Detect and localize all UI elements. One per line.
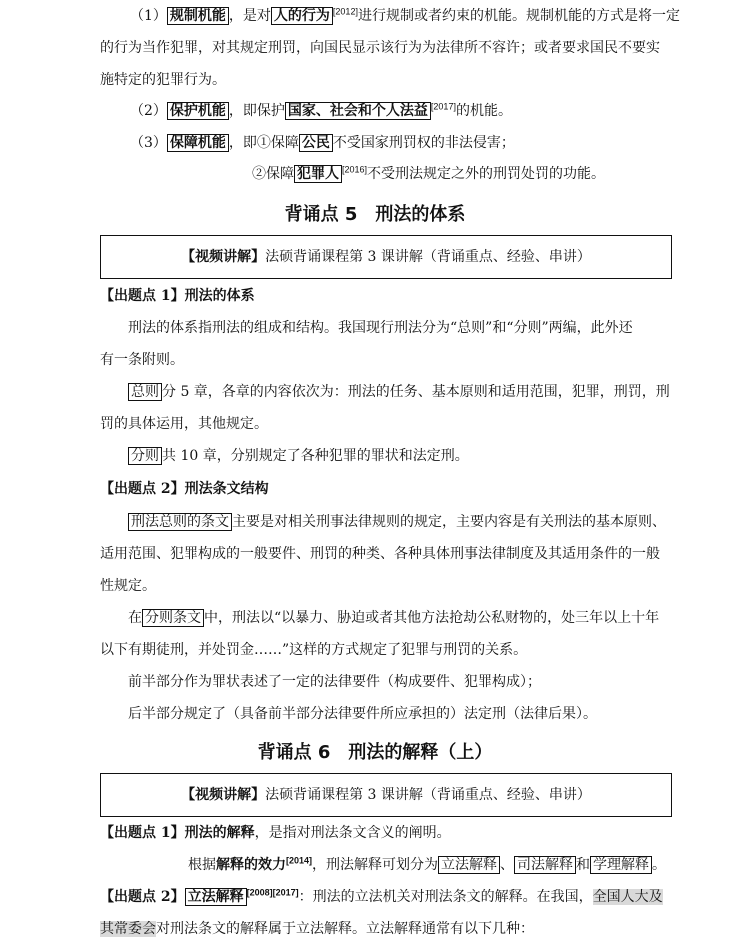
term-citizen: 公民 xyxy=(299,134,333,152)
paragraph-general-part: 总则 分 5 章，各章的内容依次为：刑法的任务、基本原则和适用范围，犯罪，刑罚，刑 xyxy=(128,382,670,402)
term-general-part: 总则 xyxy=(128,383,162,401)
paragraph-line: 有一条附则。 xyxy=(100,352,184,368)
highlight-committee: 其常委会 xyxy=(100,921,156,937)
question-point-2: 【出题点 2】刑法条文结构 xyxy=(100,481,269,497)
term-protection: 保护机能 xyxy=(167,102,229,120)
term-human-behavior: 人的行为 xyxy=(271,7,333,25)
paragraph-line: 刑法的体系指刑法的组成和结构。我国现行刑法分为“总则”和“分则”两编，此外还 xyxy=(128,320,633,336)
paragraph-general-articles: 刑法总则的条文 主要是对相关刑事法律规则的规定，主要内容是有关刑法的基本原则、 xyxy=(128,512,666,532)
paragraph-legislative-2: 其常委会对刑法条文的解释属于立法解释。立法解释通常有以下几种： xyxy=(100,921,534,937)
term-regulation: 规制机能 xyxy=(167,7,229,25)
paragraph-specific-articles: 在 分则条文 中，刑法以“以暴力、胁迫或者其他方法抢劫公私财物的，处三年以上十年 xyxy=(128,610,660,626)
term-judicial-interpretation: 司法解释 xyxy=(514,856,576,874)
term-doctrinal-interpretation: 学理解释 xyxy=(590,856,652,874)
paragraph-line: 适用范围、犯罪构成的一般要件、刑罚的种类、各种具体刑事法律制度及其适用条件的一般 xyxy=(100,546,660,562)
paragraph-regulation: （1） 规制机能 ，是对 人的行为 [2012]进行规制或者约束的机能。规制机能的方式是将一定 xyxy=(130,6,680,24)
term-guarantee: 保障机能 xyxy=(167,134,229,152)
paragraph-protection: （2） 保护机能 ，即保护 国家、社会和个人法益 [2017]的机能。 xyxy=(130,101,512,119)
section-title-6: 背诵点 6 刑法的解释（上） xyxy=(257,742,493,763)
term-legislative: 立法解释 xyxy=(185,888,247,906)
paragraph-line: 罚的具体运用，其他规定。 xyxy=(100,416,268,432)
term-specific-articles: 分则条文 xyxy=(142,609,204,627)
paragraph-legislative: 【出题点 2】 立法解释 [2008][2017]：刑法的立法机关对刑法条文的解释。在我国，全国人大及 xyxy=(100,887,663,905)
term-legislative-interpretation: 立法解释 xyxy=(438,856,500,874)
highlight-npc: 全国人大及 xyxy=(592,889,663,905)
paragraph-interpretation-effect: 根据解释的效力[2014]，刑法解释可划分为 立法解释 、 司法解释 和 学理解释 。 xyxy=(188,855,667,873)
term-specific-part: 分则 xyxy=(128,447,162,465)
question-point-1: 【出题点 1】刑法的体系 xyxy=(100,288,255,304)
paragraph-line: 的行为当作犯罪，对其规定刑罚，向国民显示该行为为法律所不容许；或者要求国民不要实 xyxy=(100,40,660,56)
paragraph-line: 后半部分规定了（具备前半部分法律要件所应承担的）法定刑（法律后果）。 xyxy=(128,706,597,722)
paragraph-guarantee-2: ②保障 犯罪人 [2016]不受刑法规定之外的刑罚处罚的功能。 xyxy=(252,164,606,182)
video-box-1: 【视频讲解】法硕背诵课程第 3 课讲解（背诵重点、经验、串讲） xyxy=(100,235,672,279)
paragraph-line: 前半部分作为罪状表述了一定的法律要件（构成要件、犯罪构成）； xyxy=(128,674,541,690)
section-title-5: 背诵点 5 刑法的体系 xyxy=(284,204,466,225)
paragraph-specific-part: 分则 共 10 章，分别规定了各种犯罪的罪状和法定刑。 xyxy=(128,446,469,466)
video-box-2: 【视频讲解】法硕背诵课程第 3 课讲解（背诵重点、经验、串讲） xyxy=(100,773,672,817)
term-general-articles: 刑法总则的条文 xyxy=(128,513,232,531)
paragraph-line: 以下有期徒刑，并处罚金……”这样的方式规定了犯罪与刑罚的关系。 xyxy=(100,642,528,658)
paragraph-line: 性规定。 xyxy=(100,578,156,594)
question-point-interpretation: 【出题点 1】刑法的解释，是指对刑法条文含义的阐明。 xyxy=(100,825,451,841)
term-legal-interests: 国家、社会和个人法益 xyxy=(285,102,431,120)
paragraph-line: 施特定的犯罪行为。 xyxy=(100,72,226,88)
term-criminal: 犯罪人 xyxy=(294,165,342,183)
paragraph-guarantee: （3） 保障机能 ，即①保障 公民 不受国家刑罚权的非法侵害； xyxy=(130,135,515,151)
